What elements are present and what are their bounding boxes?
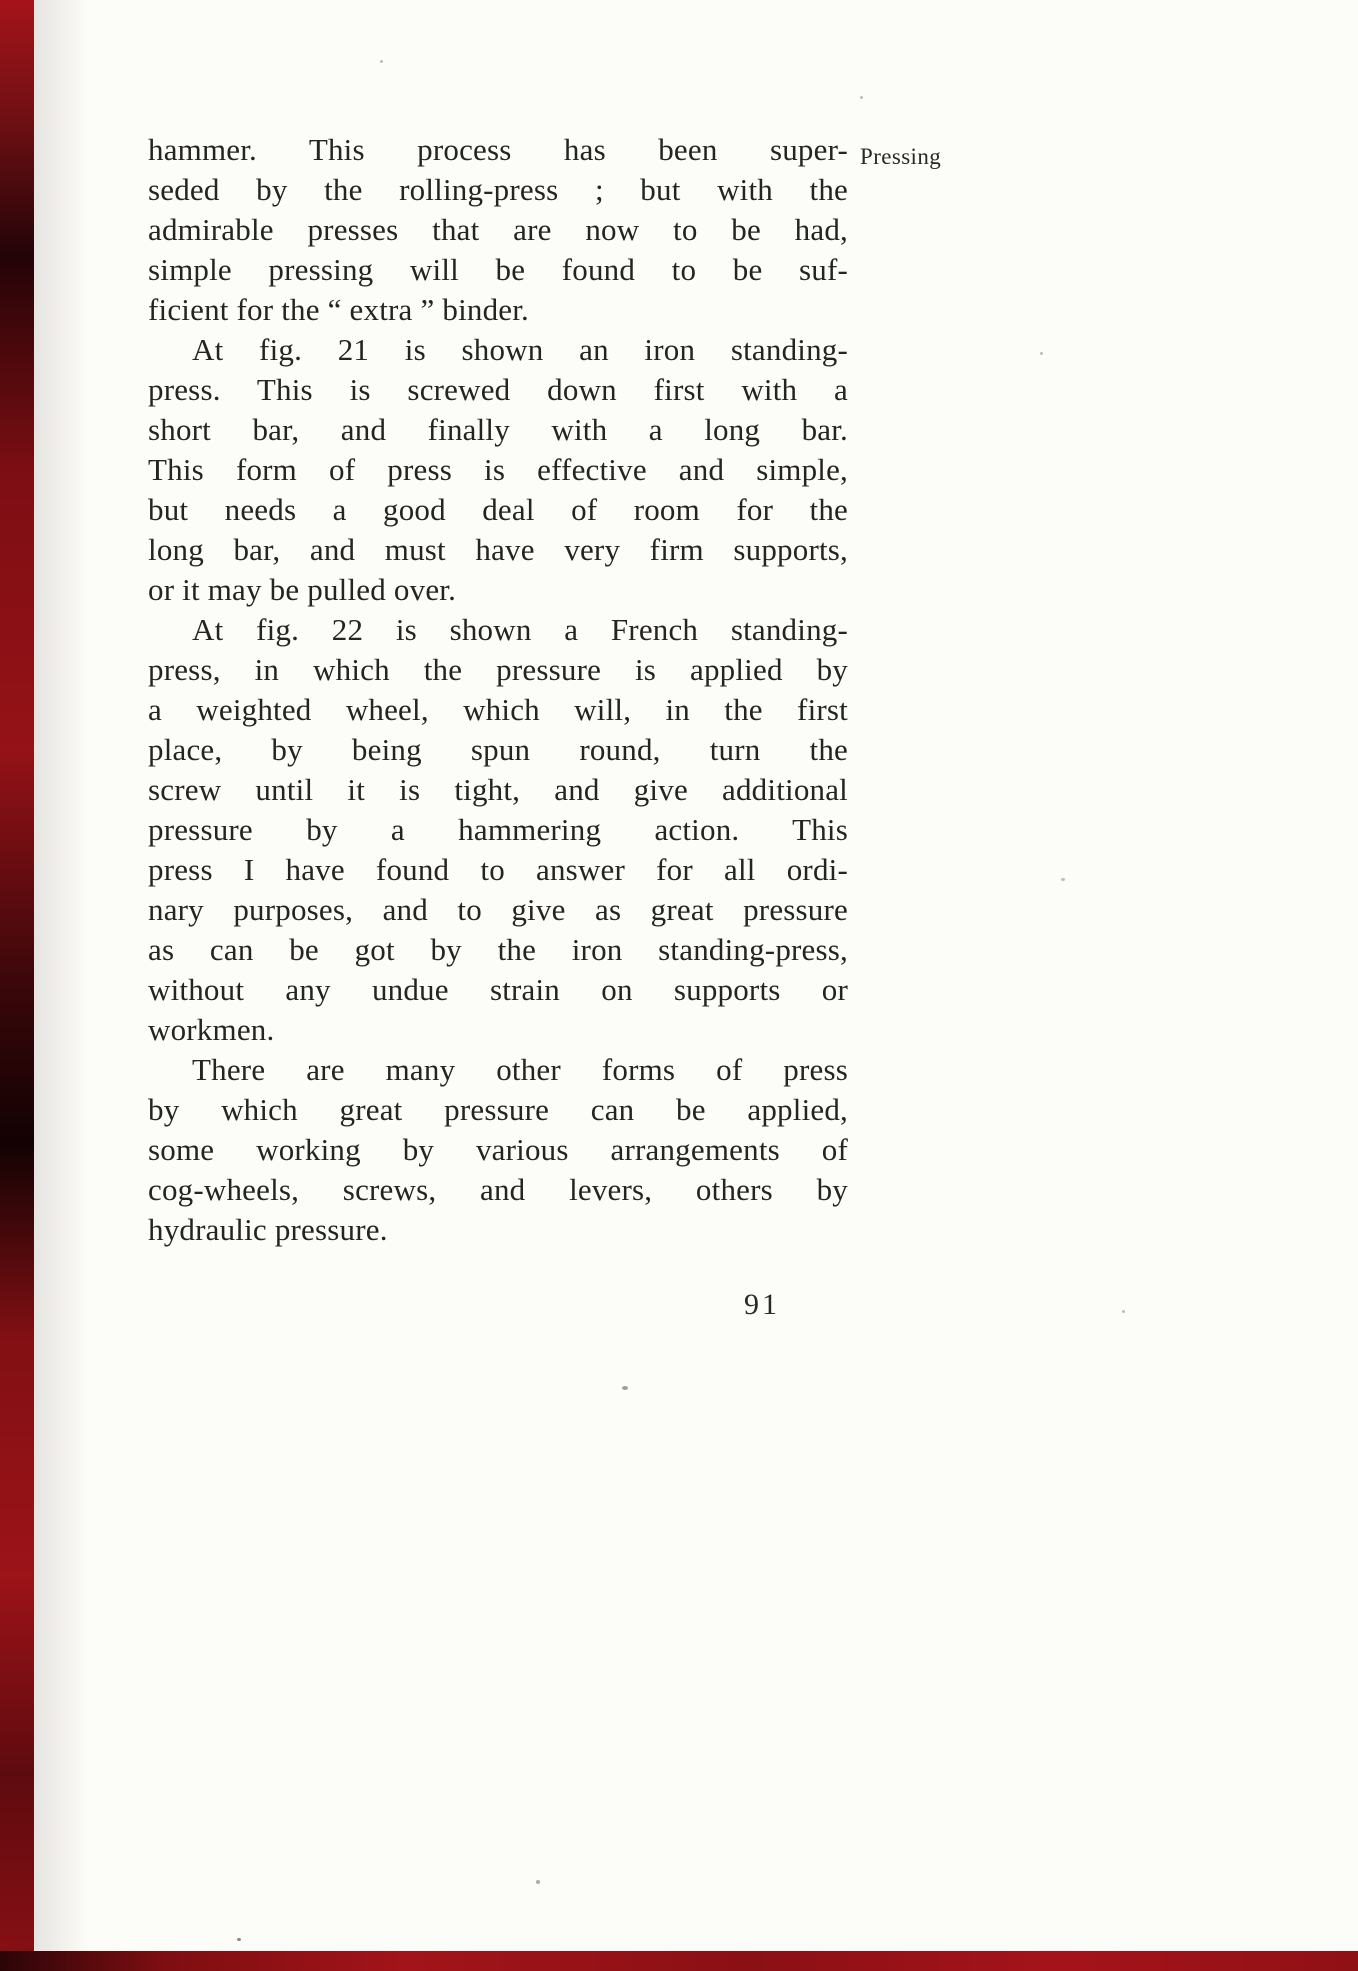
binding-shadow	[34, 0, 89, 1971]
text-line: press I have found to answer for all ordi-	[148, 852, 848, 887]
text-line: There are many other forms of press	[192, 1052, 848, 1087]
text-line: or it may be pulled over.	[148, 572, 457, 607]
text-line: but needs a good deal of room for the	[148, 492, 848, 527]
text-line: workmen.	[148, 1012, 275, 1047]
text-line: place, by being spun round, turn the	[148, 732, 848, 767]
text-line: by which great pressure can be applied,	[148, 1092, 848, 1127]
text-line: long bar, and must have very firm supports,	[148, 532, 848, 567]
paragraph	[148, 330, 848, 610]
scan-speck	[380, 60, 383, 63]
scan-speck	[860, 96, 863, 99]
page-number: 91	[744, 1288, 780, 1321]
text-line: hydraulic pressure.	[148, 1212, 388, 1247]
scan-edge-left	[0, 0, 34, 1971]
scan-speck	[536, 1880, 540, 1884]
text-line: without any undue strain on supports or	[148, 972, 848, 1007]
text-line: nary purposes, and to give as great pressure	[148, 892, 848, 927]
scan-speck	[237, 1938, 241, 1941]
text-line: a weighted wheel, which will, in the first	[148, 692, 848, 727]
text-line: ficient for the “ extra ” binder.	[148, 292, 530, 327]
paragraph	[148, 610, 848, 1050]
text-line: At fig. 21 is shown an iron standing-	[192, 332, 848, 367]
text-line: some working by various arrangements of	[148, 1132, 848, 1167]
text-line: At fig. 22 is shown a French standing-	[192, 612, 848, 647]
text-line: as can be got by the iron standing-press,	[148, 932, 848, 967]
text-line: short bar, and finally with a long bar.	[148, 412, 848, 447]
text-line: This form of press is effective and simple,	[148, 452, 848, 487]
scan-edge-bottom	[0, 1951, 1358, 1971]
paragraph	[148, 1050, 848, 1250]
text-line: press. This is screwed down first with a	[148, 372, 848, 407]
text-line: hammer. This process has been super-	[148, 132, 848, 167]
text-line: simple pressing will be found to be suf-	[148, 252, 848, 287]
scan-speck	[1040, 352, 1043, 355]
text-line: pressure by a hammering action. This	[148, 812, 848, 847]
text-line: press, in which the pressure is applied by	[148, 652, 848, 687]
paragraph	[148, 130, 848, 330]
text-line: cog-wheels, screws, and levers, others by	[148, 1172, 848, 1207]
scan-speck	[622, 1386, 628, 1390]
page-text	[148, 130, 848, 1250]
scan-speck	[1122, 1310, 1125, 1313]
text-line: admirable presses that are now to be had,	[148, 212, 848, 247]
margin-note: Pressing	[860, 144, 942, 169]
text-line: screw until it is tight, and give additional	[148, 772, 848, 807]
text-line: seded by the rolling-press ; but with the	[148, 172, 848, 207]
scan-speck	[1061, 878, 1065, 881]
